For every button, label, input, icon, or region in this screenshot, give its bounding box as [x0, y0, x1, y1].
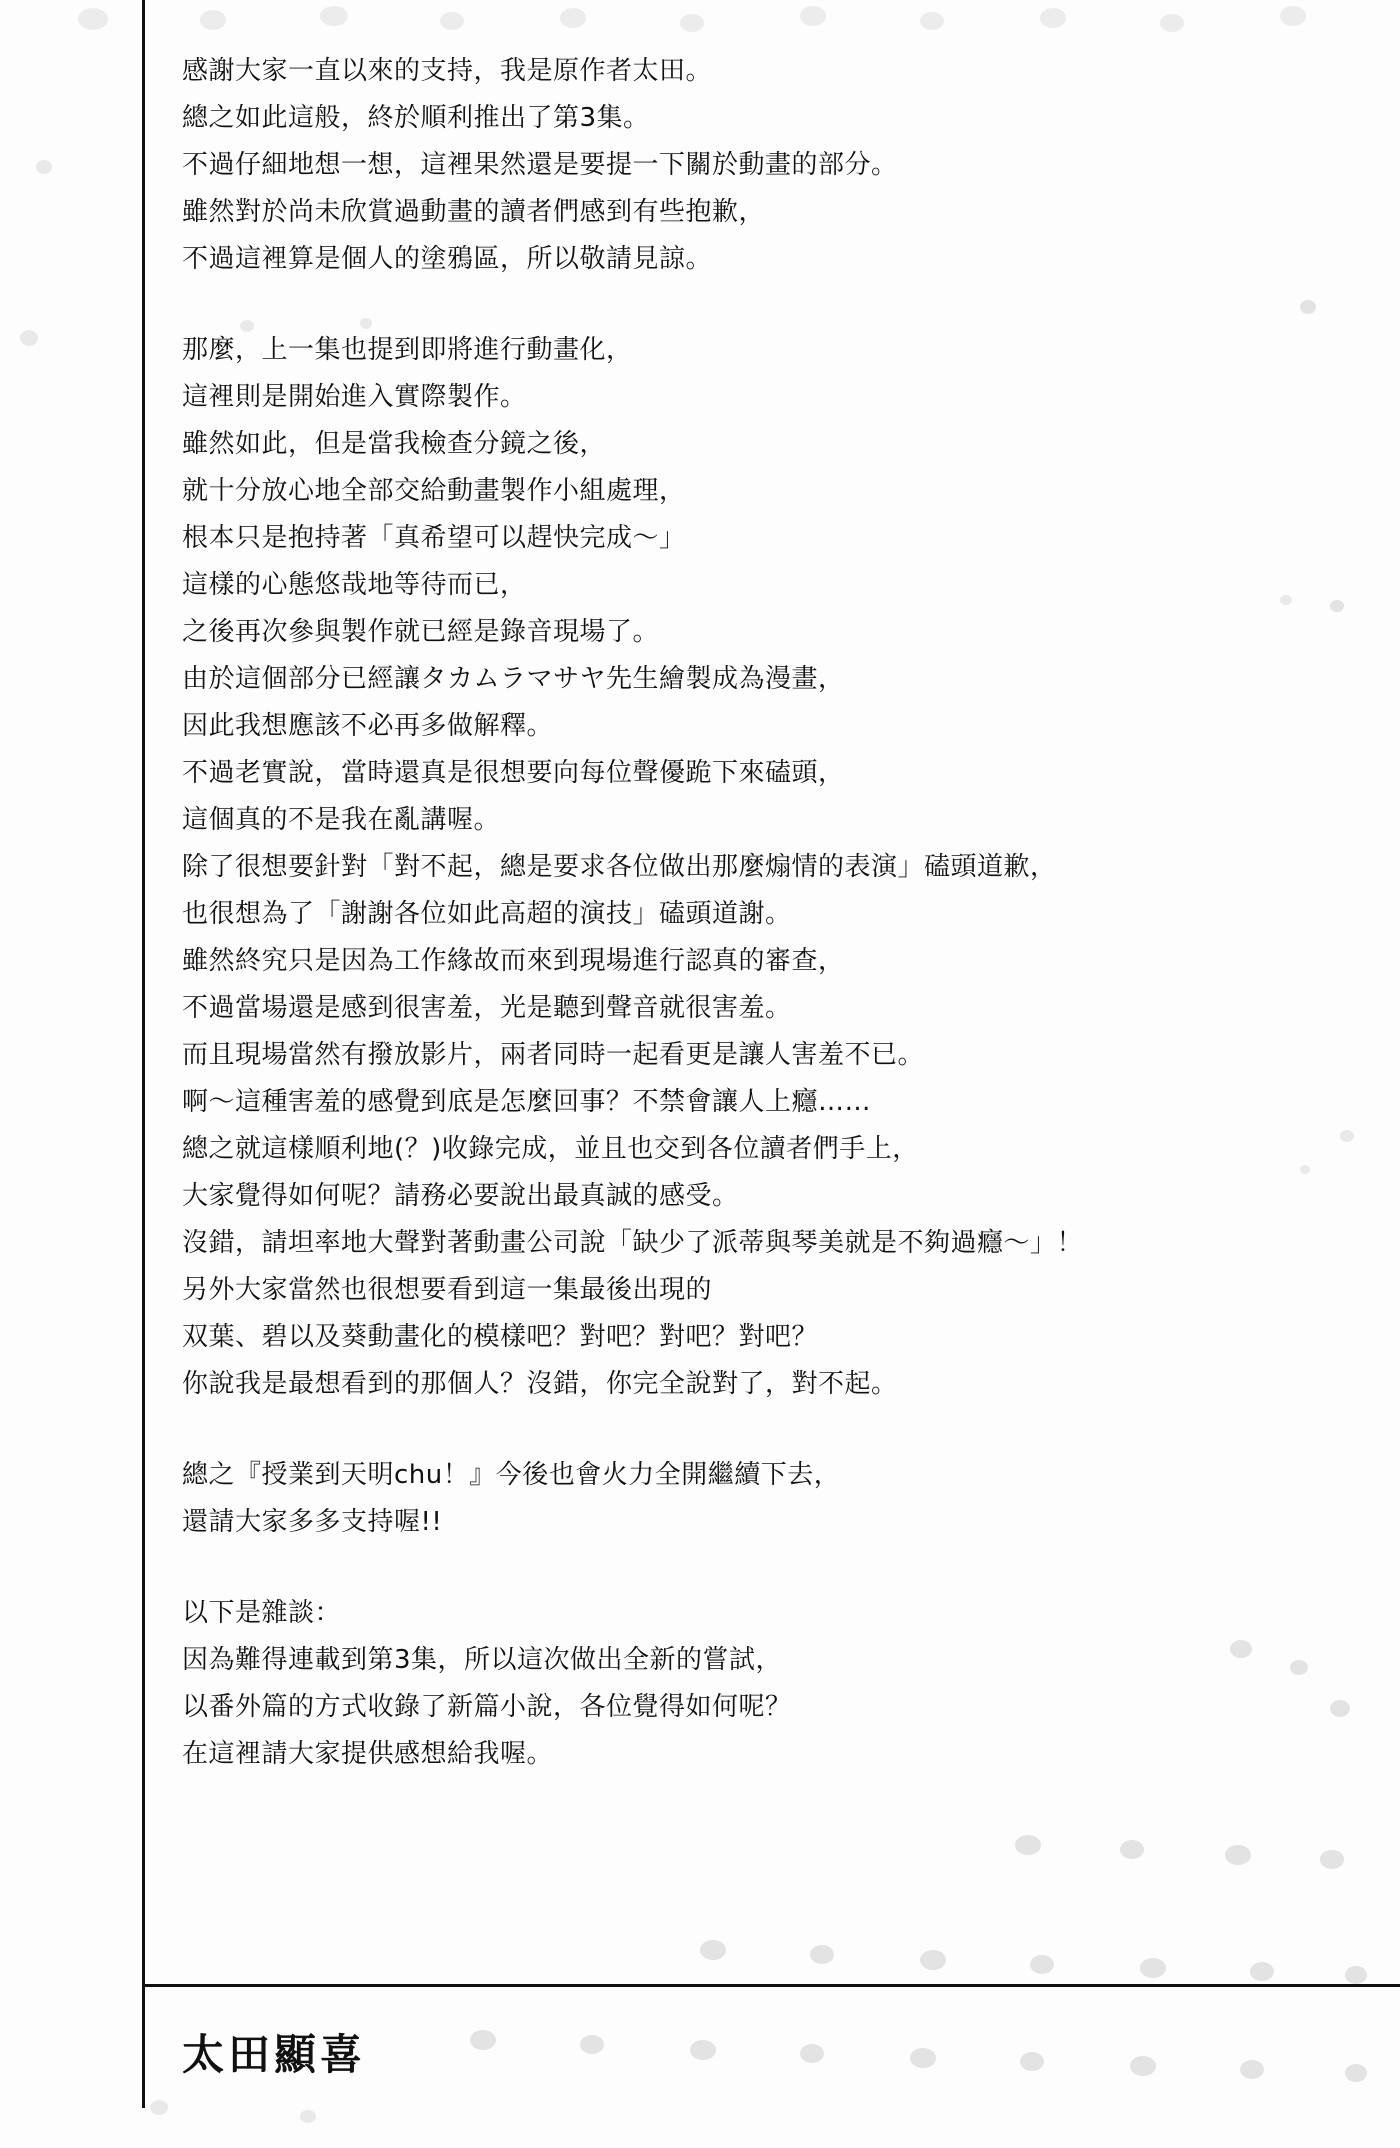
text-line: 那麼，上一集也提到即將進行動畫化， [182, 335, 633, 365]
text-line: 雖然終究只是因為工作緣故而來到現場進行認真的審查， [182, 946, 845, 976]
text-line: 另外大家當然也很想要看到這一集最後出現的 [182, 1275, 713, 1305]
signature-divider-rule [142, 1984, 1400, 1987]
text-line: 因此我想應該不必再多做解釋。 [182, 711, 554, 741]
text-line: 沒錯，請坦率地大聲對著動畫公司說「缺少了派蒂與琴美就是不夠過癮～」！ [182, 1228, 1084, 1258]
paragraph-3 [182, 1452, 1362, 1546]
afterword-body [182, 48, 1362, 1778]
text-line: 不過這裡算是個人的塗鴉區，所以敬請見諒。 [182, 244, 713, 274]
text-line: 啊～這種害羞的感覺到底是怎麼回事？不禁會讓人上癮…… [182, 1087, 872, 1117]
text-line: 感謝大家一直以來的支持，我是原作者太田。 [182, 56, 713, 86]
text-line: 就十分放心地全部交給動畫製作小組處理， [182, 476, 686, 506]
text-line: 根本只是抱持著「真希望可以趕快完成～」 [182, 523, 686, 553]
text-line: 總之『授業到天明chu！』今後也會火力全開繼續下去， [182, 1460, 841, 1490]
text-line: 不過老實說，當時還真是很想要向每位聲優跪下來磕頭， [182, 758, 845, 788]
text-line: 在這裡請大家提供感想給我喔。 [182, 1739, 554, 1769]
left-margin-rule [142, 0, 145, 2108]
text-line: 由於這個部分已經讓タカムラマサヤ先生繪製成為漫畫， [182, 664, 845, 694]
author-signature: 太田顯喜 [182, 2030, 367, 2079]
text-line: 這裡則是開始進入實際製作。 [182, 382, 527, 412]
text-line: 總之就這樣順利地(？)收錄完成，並且也交到各位讀者們手上， [182, 1134, 919, 1164]
text-line: 大家覺得如何呢？請務必要說出最真誠的感受。 [182, 1181, 739, 1211]
text-line: 之後再次參與製作就已經是錄音現場了。 [182, 617, 660, 647]
text-line: 雖然對於尚未欣賞過動畫的讀者們感到有些抱歉， [182, 197, 766, 227]
text-line: 除了很想要針對「對不起，總是要求各位做出那麼煽情的表演」磕頭道歉， [182, 852, 1057, 882]
text-line: 不過仔細地想一想，這裡果然還是要提一下關於動畫的部分。 [182, 150, 898, 180]
paragraph-2 [182, 327, 1362, 1408]
text-line: 這樣的心態悠哉地等待而已， [182, 570, 527, 600]
text-line: 以番外篇的方式收錄了新篇小說，各位覺得如何呢？ [182, 1692, 792, 1722]
text-line: 以下是雜談： [182, 1598, 342, 1628]
text-line: 總之如此這般，終於順利推出了第3集。 [182, 103, 650, 133]
text-line: 還請大家多多支持喔!! [182, 1507, 443, 1537]
paragraph-1 [182, 48, 1362, 283]
text-line: 不過當場還是感到很害羞，光是聽到聲音就很害羞。 [182, 993, 792, 1023]
text-line: 双葉、碧以及葵動畫化的模樣吧？對吧？對吧？對吧？ [182, 1322, 819, 1352]
text-line: 也很想為了「謝謝各位如此高超的演技」磕頭道謝。 [182, 899, 792, 929]
text-line: 你說我是最想看到的那個人？沒錯，你完全說對了，對不起。 [182, 1369, 898, 1399]
text-line: 因為難得連載到第3集，所以這次做出全新的嘗試， [182, 1645, 783, 1675]
text-line: 雖然如此，但是當我檢查分鏡之後， [182, 429, 607, 459]
text-line: 這個真的不是我在亂講喔。 [182, 805, 501, 835]
paragraph-4 [182, 1590, 1362, 1778]
text-line: 而且現場當然有撥放影片，兩者同時一起看更是讓人害羞不已。 [182, 1040, 925, 1070]
